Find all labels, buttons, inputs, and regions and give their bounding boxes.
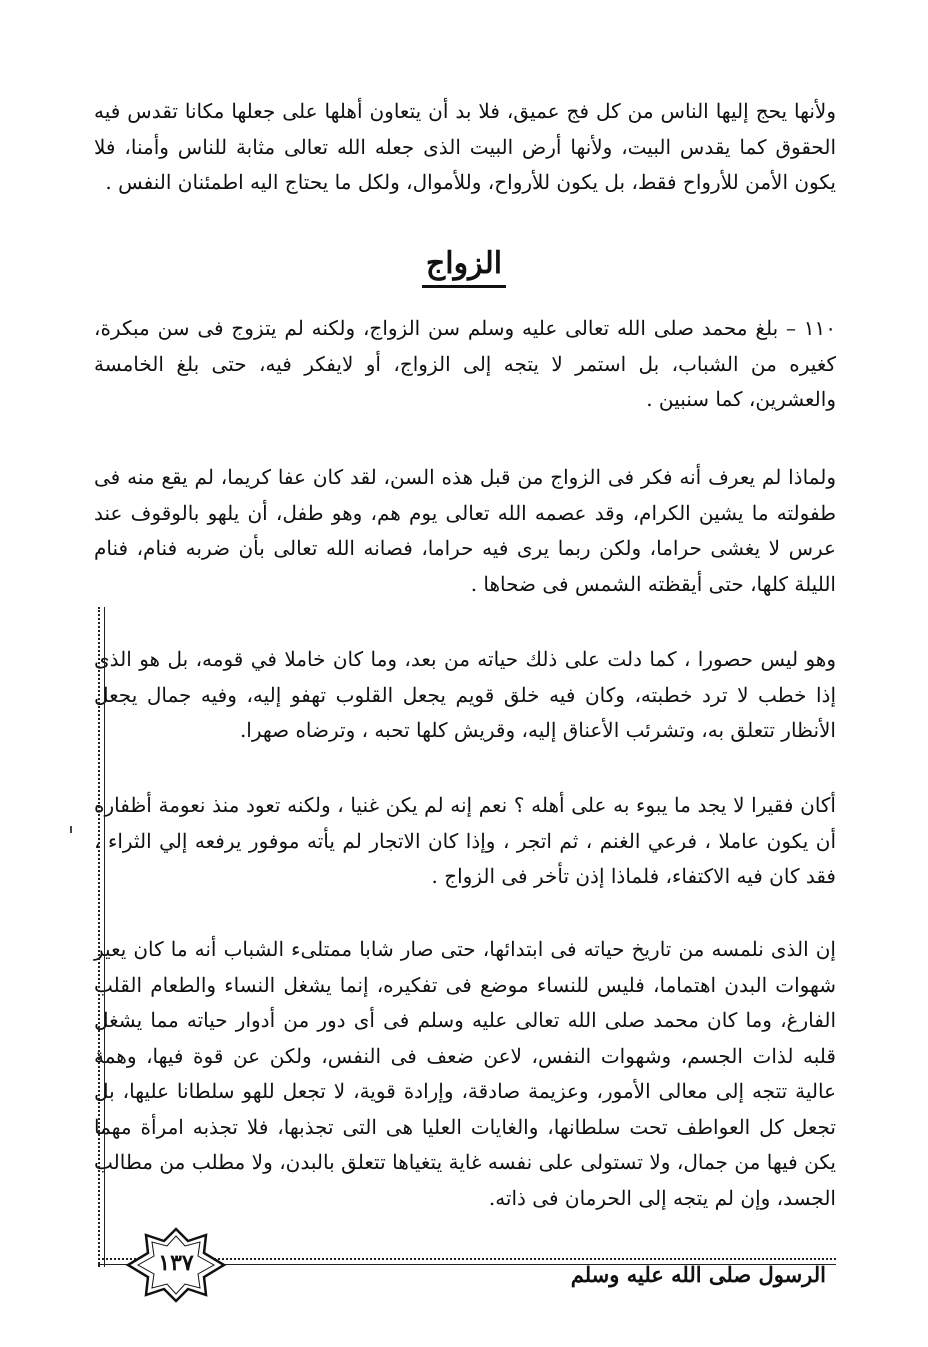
scan-speck [70, 826, 72, 833]
intro-paragraph: ولأنها يحج إليها الناس من كل فج عميق، فلا بد أن يتعاون أهلها على جعلها مكانا تقدس فيه الحقوق كما يقدس البيت، ولأنها أرض البيت الذى جعله الله تعالى مثابة للناس وأمنا، فلا يكون الأمن للأرواح فقط، بل يكون للأرواح، وللأموال، ولكل ما يحتاج اليه اطمئنان النفس . [94, 99, 836, 194]
margin-decorative-rule [98, 607, 105, 1267]
paragraph-not-celibate: وهو ليس حصورا ، كما دلت على ذلك حياته من بعد، وما كان خاملا في قومه، بل هو الذى إذا خطب لا ترد خطبته، وكان فيه خلق قويم يجعل القلوب تهفو إليه، وفيه جمال يجعل الأنظار تتعلق به، وتشرئب الأعناق إليه، وقريش كلها تحبه ، وترضاه صهرا. [94, 647, 836, 742]
paragraph-chastity: ولماذا لم يعرف أنه فكر فى الزواج من قبل هذه السن، لقد كان عفا كريما، لم يقع منه فى طفولته ما يشين الكرام، وقد عصمه الله تعالى يوم هم، وهو طفل، أن يلهو بالوقوف عند عرس لا يغشى حراما، ولكن ربما يرى فيه حراما، فصانه الله تعالى بأن ضربه فنام، فنام الليلة كلها، حتى أيقظته الشمس فى ضحاها . [94, 465, 836, 596]
paragraph-110: ١١٠ – بلغ محمد صلى الله تعالى عليه وسلم سن الزواج، ولكنه لم يتزوج فى سن مبكرة، كغيره من الشباب، بل استمر لا يتجه إلى الزواج، أو لايفكر فيه، حتى بلغ الخامسة والعشرين، كما سنبين . [94, 316, 836, 411]
section-heading [0, 246, 928, 288]
paragraph-poverty-question: أكان فقيرا لا يجد ما يبوء به على أهله ؟ نعم إنه لم يكن غنيا ، ولكنه تعود منذ نعومة أظفاره أن يكون عاملا ، فرعي الغنم ، ثم اتجر ، وإذا كان الاتجار لم يأته موفور يرفعه إلي الثراء ، فقد كان فيه الاكتفاء، فلماذا إذن تأخر فى الزواج . [94, 793, 836, 888]
running-footer-title: الرسول صلى الله عليه وسلم [570, 1262, 826, 1287]
paragraph-noble-aims: إن الذى نلمسه من تاريخ حياته فى ابتدائها، حتى صار شابا ممتلىء الشباب أنه ما كان يعير شهوات البدن اهتماما، فليس للنساء موضع فى تفكيره، إنما يشغل النساء والطعام القلب الفارغ، وما كان محمد صلى الله تعالى عليه وسلم فى أى دور من أدوار حياته مما يشغل قلبه لذات الجسم، وشهوات النفس، لاعن ضعف فى النفس، ولكن عن قوة فيها، وهمة عالية تتجه إلى معالى الأمور، وعزيمة صادقة، وإرادة قوية، لا تجعل للهو سلطانا عليها، بل تجعل كل العواطف تحت سلطانها، والغايات العليا هى التى تجذبها، فلا تجذبه امرأة مهما يكن فيها من جمال، ولا تستولى على نفسه غاية يتغياها تتعلق بالبدن، ولا مطلب من مطالب الجسد، وإن لم يتجه إلى الحرمان فى ذاته. [94, 937, 836, 1210]
section-heading-text: الزواج [422, 246, 506, 288]
page-number: ١٣٧ [158, 1250, 194, 1276]
